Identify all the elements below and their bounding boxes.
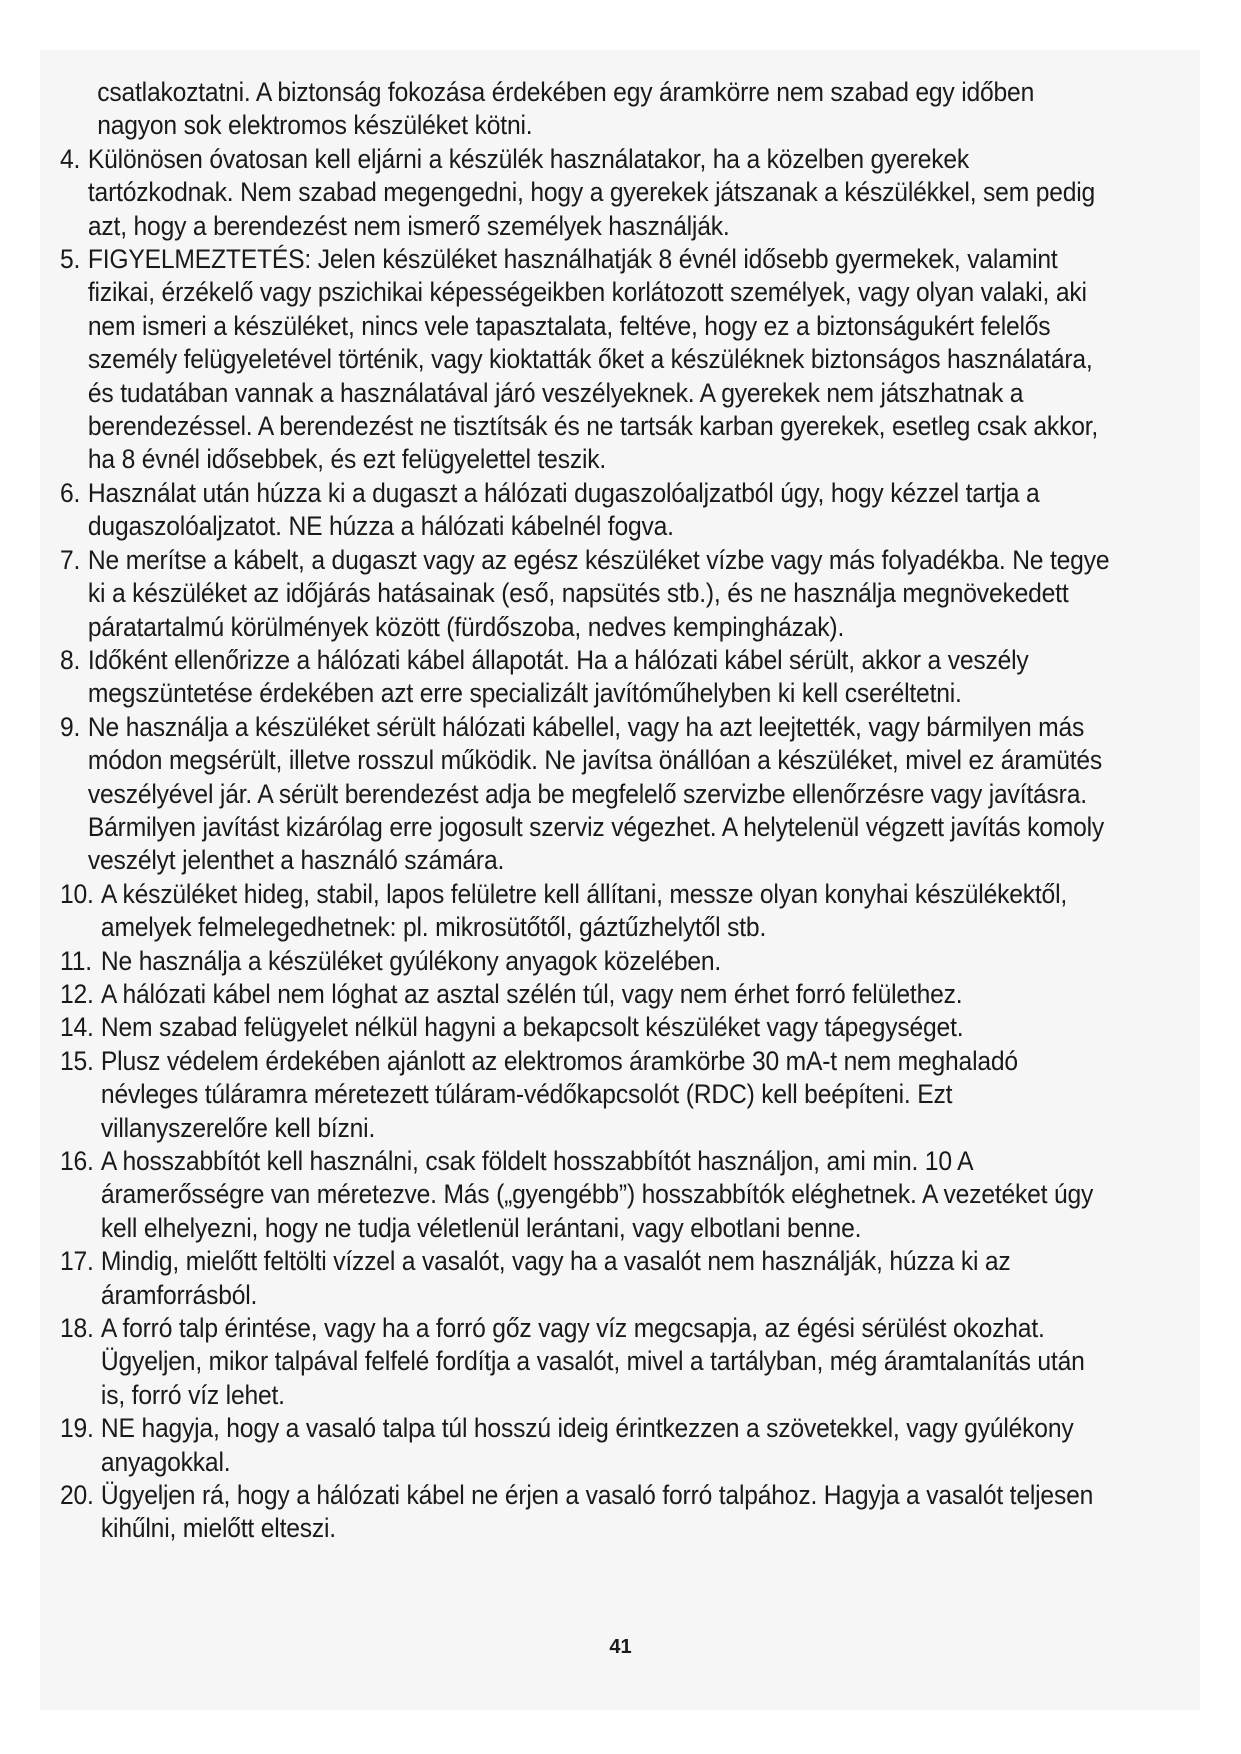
item-number: 9. [60,711,81,742]
item-number: 20. [60,1480,94,1511]
list-item-12 [60,978,1111,1011]
item-number: 6. [60,477,81,508]
list-item-9 [60,711,1111,878]
list-item-7 [60,544,1111,644]
item-text: Nem szabad felügyelet nélkül hagyni a bekapcsolt készüléket vagy tápegységet. [100,1012,964,1043]
item-text: Ne merítse a kábelt, a dugaszt vagy az egész készüléket vízbe vagy más folyadékba. Ne tegye ki a készüléket az időjárás hatásainak (eső, napsütés stb.), és ne használja megnövekedett páratartalmú körülmények között (fürdőszoba, nedves kempingházak). [87,544,1110,642]
item-number: 14. [60,1012,94,1043]
item-number: 11. [60,945,92,976]
item-text: A hosszabbítót kell használni, csak földelt hosszabbítót használjon, ami min. 10 A áramerősségre van méretezve. Más („gyengébb”) hosszabbítók eléghetnek. A vezetéket úgy kell elhelyezni, hogy ne tudja véletlenül lerántani, vagy elbotlani benne. [100,1146,1094,1243]
item-number: 18. [60,1313,94,1344]
list-item-8 [60,644,1111,711]
page-number: 41 [609,1636,632,1658]
item-text: Plusz védelem érdekében ajánlott az elektromos áramkörbe 30 mA-t nem meghaladó névleges túláramra méretezett túláram-védőkapcsolót (RDC) kell beépíteni. Ezt villanyszerelőre kell bízni. [100,1045,1018,1143]
list-item-4 [60,143,1111,243]
item-number: 17. [60,1246,94,1277]
item-number: 15. [60,1045,94,1076]
item-number: 7. [60,544,81,575]
intro-paragraph: csatlakoztatni. A biztonság fokozása érdekében egy áramkörre nem szabad egy időben nagyon sok elektromos készüléket kötni. [97,77,1035,141]
item-text: Különösen óvatosan kell eljárni a készülék használatakor, ha a közelben gyerekek tartózkodnak. Nem szabad megengedni, hogy a gyerekek játszanak a készülékkel, sem pedig azt, hogy a berendezést nem ismerő személyek használják. [87,143,1096,241]
list-item-10 [60,878,1111,945]
item-text: Ne használja a készüléket sérült hálózati kábellel, vagy ha azt leejtették, vagy bármilyen más módon megsérült, illetve rosszul működik. Ne javítsa önállóan a készüléket, mivel ez áramütés veszélyével jár. A sérült berendezést adja be megfelelő szervizbe ellenőrzésre vagy javításra. Bármilyen javítást kizárólag erre jogosult szerviz végezhet. A helytelenül végzett javítás komoly veszélyt jelenthet a használó számára. [87,711,1105,876]
list-item-16 [60,1145,1111,1245]
item-text: FIGYELMEZTETÉS: Jelen készüléket használhatják 8 évnél idősebb gyermekek, valamint fizikai, érzékelő vagy pszichikai képességeikben korlátozott személyek, vagy olyan valaki, aki nem ismeri a készüléket, nincs vele tapasztalata, feltéve, hogy ez a biztonságukért felelős személy felügyeletével történik, vagy kioktatták őket a készüléknek biztonságos használatára, és tudatában vannak a használatával járó veszélyeknek. A gyerekek nem játszhatnak a berendezéssel. A berendezést ne tisztítsák és ne tartsák karban gyerekek, esetleg csak akkor, ha 8 évnél idősebbek, és ezt felügyelettel teszik. [87,244,1099,475]
item-number: 8. [60,644,81,675]
item-text: Ügyeljen rá, hogy a hálózati kábel ne érjen a vasaló forró talpához. Hagyja a vasalót teljesen kihűlni, mielőtt elteszi. [100,1480,1094,1544]
item-number: 12. [60,978,94,1009]
list-item-17 [60,1245,1111,1312]
item-text: Használat után húzza ki a dugaszt a hálózati dugaszolóaljzatból úgy, hogy kézzel tartja a dugaszolóaljzatot. NE húzza a hálózati kábelnél fogva. [87,477,1040,542]
list-item-18 [60,1312,1111,1412]
item-number: 16. [60,1146,94,1176]
item-text: A készüléket hideg, stabil, lapos felületre kell állítani, messze olyan konyhai készülékektől, amelyek felmelegedhetnek: pl. mikrosütőtől, gáztűzhelytől stb. [100,878,1068,943]
list-item-6 [60,477,1111,544]
item-text: Ne használja a készüléket gyúlékony anyagok közelében. [100,945,722,976]
item-text: Mindig, mielőtt feltölti vízzel a vasalót, vagy ha a vasalót nem használják, húzza ki az áramforrásból. [100,1246,1011,1310]
item-number: 19. [60,1413,94,1444]
list-item-19 [60,1412,1111,1479]
item-number: 10. [60,878,94,909]
item-text: NE hagyja, hogy a vasaló talpa túl hosszú ideig érintkezzen a szövetekkel, vagy gyúlékony anyagokkal. [100,1413,1074,1477]
list-item-11 [60,945,1111,978]
list-item-5 [60,243,1111,477]
item-text: Időként ellenőrizze a hálózati kábel állapotát. Ha a hálózati kábel sérült, akkor a veszély megszüntetése érdekében azt erre specializált javítóműhelyben ki kell cseréltetni. [87,644,1029,709]
document-body [60,76,1111,1546]
item-text: A hálózati kábel nem lóghat az asztal szélén túl, vagy nem érhet forró felülethez. [100,978,963,1009]
list-item-15 [60,1045,1111,1145]
list-item-20 [60,1479,1111,1546]
item-text: A forró talp érintése, vagy ha a forró gőz vagy víz megcsapja, az égési sérülést okozhat. Ügyeljen, mikor talpával felfelé fordítja a vasalót, mivel a tartályban, még áramtalanítás után is, forró víz lehet. [100,1313,1085,1410]
item-number: 5. [60,244,81,275]
item-number: 4. [60,143,81,174]
list-item-14 [60,1011,1111,1044]
